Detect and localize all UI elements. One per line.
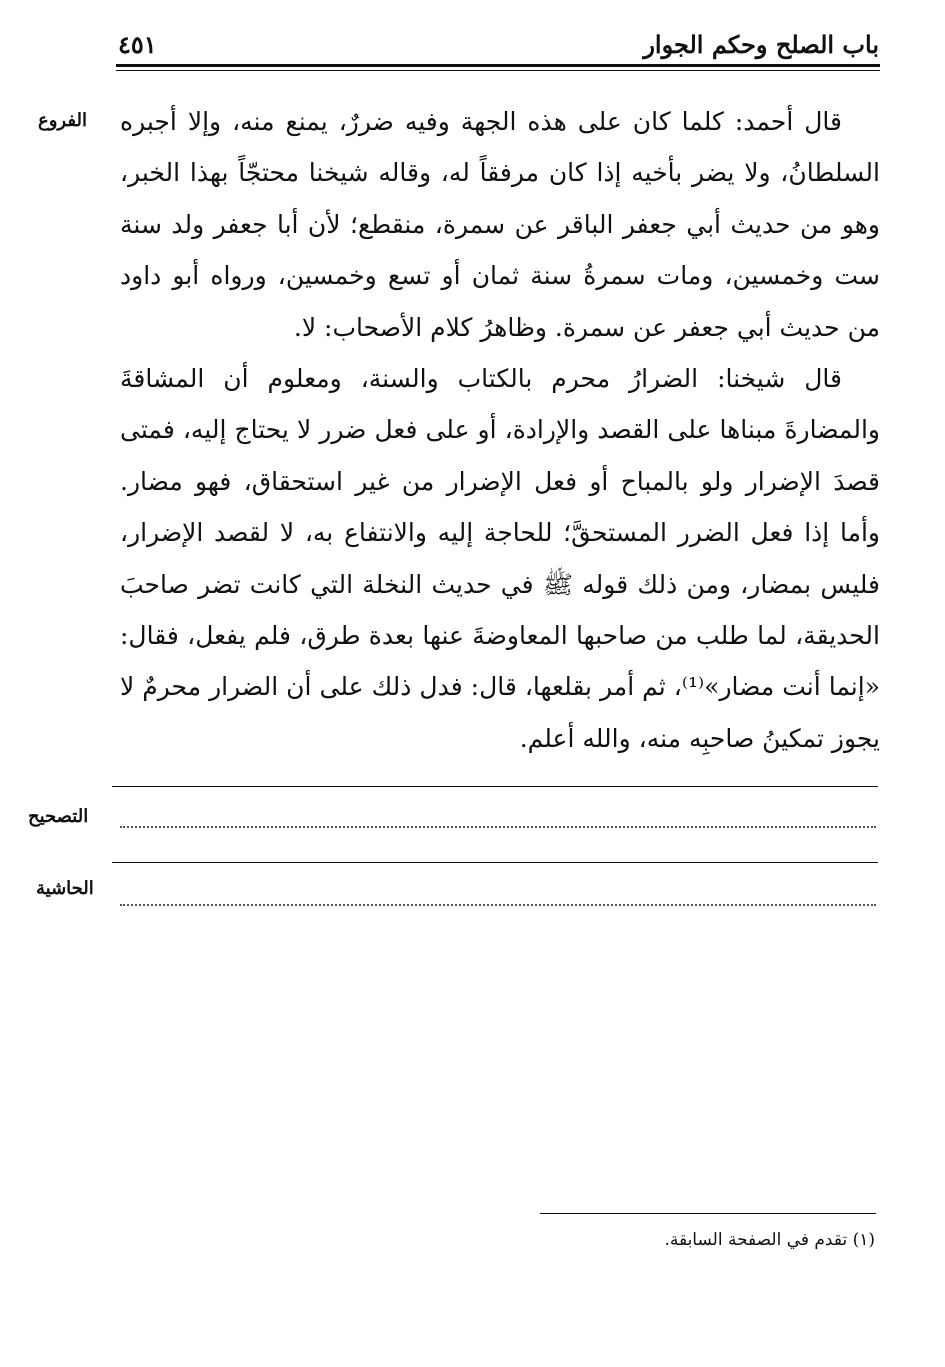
main-text <box>120 96 880 764</box>
footnote: (١) تقدم في الصفحة السابقة. <box>664 1230 875 1250</box>
running-head: باب الصلح وحكم الجوار <box>643 30 879 59</box>
header-rule-thin <box>116 70 880 71</box>
section-rule-hashiya <box>112 862 878 863</box>
paragraph-1: قال أحمد: كلما كان على هذه الجهة وفيه ضررٌ، يمنع منه، وإلا أجبره السلطانُ، ولا يضر بأخيه إذا كان مرفقاً له، وقاله شيخنا محتجّاً بهذا الخبر، وهو من حديث أبي جعفر الباقر عن سمرة، منقطع؛ لأن أبا جعفر ولد سنة ست وخمسين، ومات سمرةُ سنة ثمان أو تسع وخمسين، ورواه أبو داود من حديث أبي جعفر عن سمرة. وظاهرُ كلام الأصحاب: لا. <box>120 107 880 342</box>
header-rule-thick <box>116 64 880 67</box>
margin-label-tashih: التصحيح <box>28 806 89 827</box>
page-number: ٤٥١ <box>118 30 157 59</box>
dotted-line-hashiya <box>120 904 876 906</box>
footnote-rule <box>540 1213 876 1214</box>
paragraph-2: قال شيخنا: الضرارُ محرم بالكتاب والسنة، ومعلوم أن المشاقةَ والمضارةَ مبناها على القصد والإرادة، أو على فعل ضرر لا يحتاج إليه، فمتى قصدَ الإضرار ولو بالمباح أو فعل الإضرار من غير استحقاق، فهو مضار. وأما إذا فعل الضرر المستحقَّ؛ للحاجة إليه والانتفاع به، لا لقصد الإضرار، فليس بمضار، ومن ذلك قوله ﷺ في حديث النخلة التي كانت تضر صاحبَ الحديقة، لما طلب من صاحبها المعاوضةَ عنها بعدة طرق، فلم يفعل، فقال: «إنما أنت مضار»⁽¹⁾، ثم أمر بقلعها، قال: فدل ذلك على أن الضرار محرمٌ لا يجوز تمكينُ صاحبِه منه، والله أعلم. <box>120 364 880 753</box>
margin-label-furu: الفروع <box>38 110 87 131</box>
section-rule-tashih <box>112 786 878 787</box>
margin-label-hashiya: الحاشية <box>36 878 94 899</box>
dotted-line-tashih <box>120 826 876 828</box>
